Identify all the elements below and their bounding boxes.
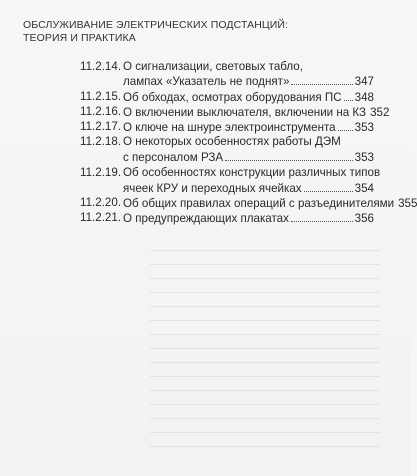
- toc-page-number: 354: [354, 182, 374, 195]
- header-line-1: ОБСЛУЖИВАНИЕ ЭЛЕКТРИЧЕСКИХ ПОДСТАНЦИЙ:: [23, 19, 289, 31]
- toc-title: лампах «Указатель не поднят»: [123, 75, 290, 88]
- toc-page-number: 356: [354, 212, 374, 225]
- dot-leader: [344, 90, 353, 101]
- toc-title: О некоторых особенностях работы ДЭМ: [123, 135, 341, 148]
- toc-title: О сигнализации, световых табло,: [123, 60, 303, 73]
- toc-number: 11.2.15.: [80, 90, 122, 103]
- header-line-2: ТЕОРИЯ И ПРАКТИКА: [23, 32, 136, 44]
- toc-page-number: 353: [354, 121, 374, 134]
- toc-number: 11.2.19.: [80, 166, 122, 179]
- toc-title: О предупреждающих плакатах: [123, 212, 289, 225]
- running-header: [23, 19, 288, 45]
- toc-title: Об обходах, осмотрах оборудования ПС: [123, 91, 342, 104]
- toc-title: О ключе на шнуре электроинструмента: [123, 121, 336, 134]
- toc-number: 11.2.18.: [80, 135, 122, 148]
- show-through-text: [150, 250, 380, 460]
- toc-page-number: 353: [354, 151, 374, 164]
- toc-page-number: 355: [398, 197, 417, 210]
- toc-number: 11.2.14.: [80, 60, 122, 73]
- toc-title: ячеек КРУ и переходных ячейках: [123, 182, 302, 195]
- dot-leader: [225, 150, 352, 161]
- dot-leader: [291, 74, 352, 85]
- toc-page-number: 352: [370, 106, 390, 119]
- toc-title: Об особенностях конструкции различных типов: [123, 166, 381, 179]
- toc-title: О включении выключателя, включении на КЗ: [123, 106, 367, 119]
- toc-page-number: 348: [354, 91, 374, 104]
- toc-title: с персоналом РЗА: [123, 151, 224, 164]
- dot-leader: [304, 181, 353, 192]
- toc-number: 11.2.21.: [80, 211, 122, 224]
- toc-number: 11.2.17.: [80, 120, 122, 133]
- dot-leader: [291, 211, 353, 222]
- toc-number: 11.2.16.: [80, 105, 122, 118]
- toc-title: Об общих правилах операций с разъединителями: [123, 197, 395, 210]
- toc-page-number: 347: [354, 75, 374, 88]
- toc-number: 11.2.20.: [80, 196, 122, 209]
- dot-leader: [338, 120, 353, 131]
